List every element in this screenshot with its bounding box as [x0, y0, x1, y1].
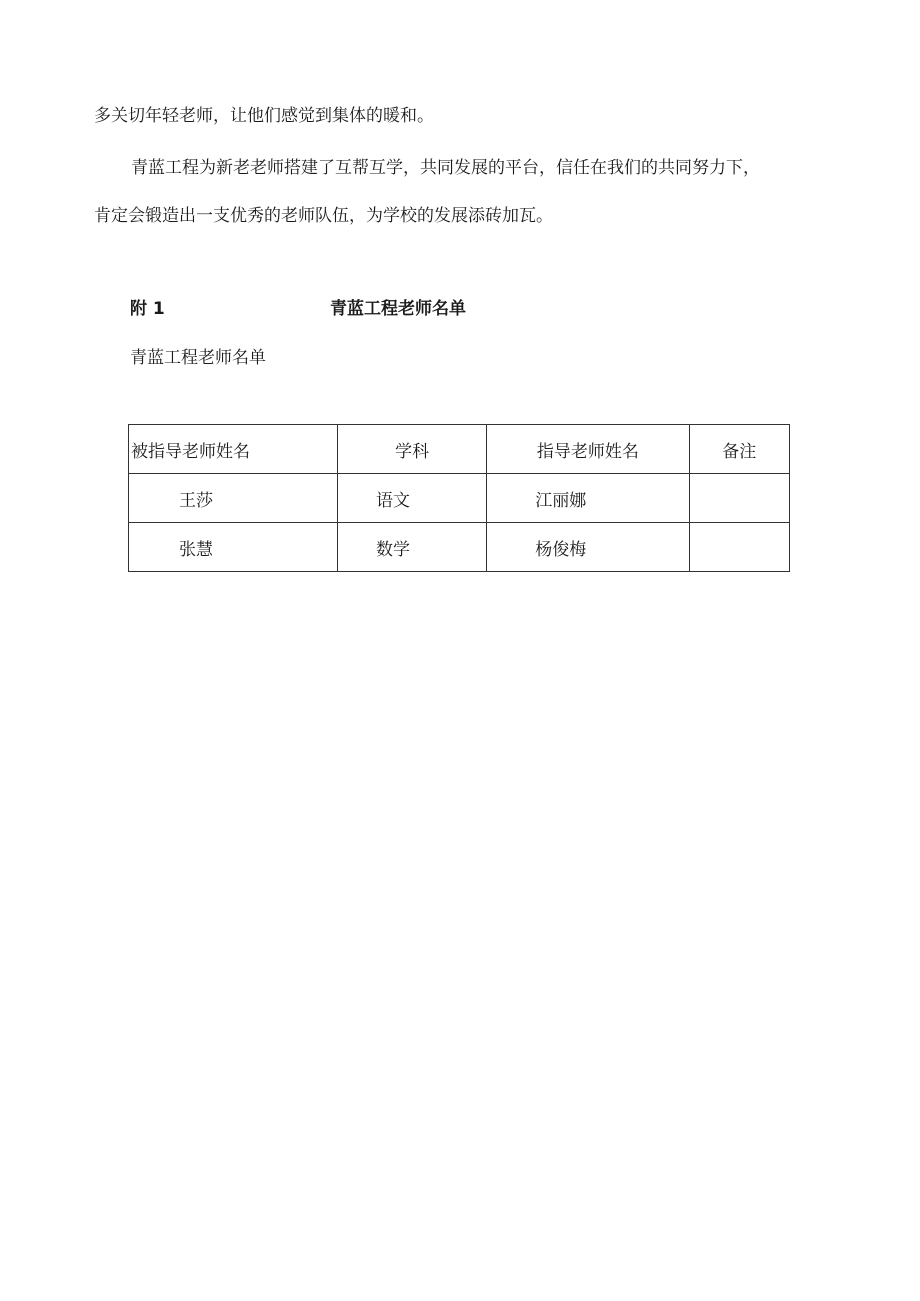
body-paragraph-line-3: 肯定会锻造出一支优秀的老师队伍，为学校的发展添砖加瓦。: [94, 206, 553, 226]
header-mentee-name: 被指导老师姓名: [129, 425, 338, 474]
table-row: [129, 523, 790, 572]
header-mentor-name: 指导老师姓名: [487, 425, 689, 474]
appendix-title: 青蓝工程老师名单: [330, 299, 466, 319]
cell-subject: 语文: [337, 474, 486, 523]
cell-subject: 数学: [337, 523, 486, 572]
appendix-label: 附 1: [130, 299, 165, 319]
table-caption: 青蓝工程老师名单: [130, 348, 266, 368]
body-paragraph-line-1: 多关切年轻老师，让他们感觉到集体的暖和。: [94, 106, 434, 126]
cell-remarks: [689, 523, 789, 572]
header-remarks: 备注: [689, 425, 789, 474]
table-header-row: [129, 425, 790, 474]
cell-mentee-name: 王莎: [129, 474, 338, 523]
teacher-list-table: [128, 424, 790, 572]
header-subject: 学科: [337, 425, 486, 474]
cell-mentor-name: 江丽娜: [487, 474, 689, 523]
table-row: [129, 474, 790, 523]
cell-remarks: [689, 474, 789, 523]
body-paragraph-line-2: 青蓝工程为新老老师搭建了互帮互学，共同发展的平台，信任在我们的共同努力下，: [131, 158, 760, 178]
cell-mentor-name: 杨俊梅: [487, 523, 689, 572]
cell-mentee-name: 张慧: [129, 523, 338, 572]
